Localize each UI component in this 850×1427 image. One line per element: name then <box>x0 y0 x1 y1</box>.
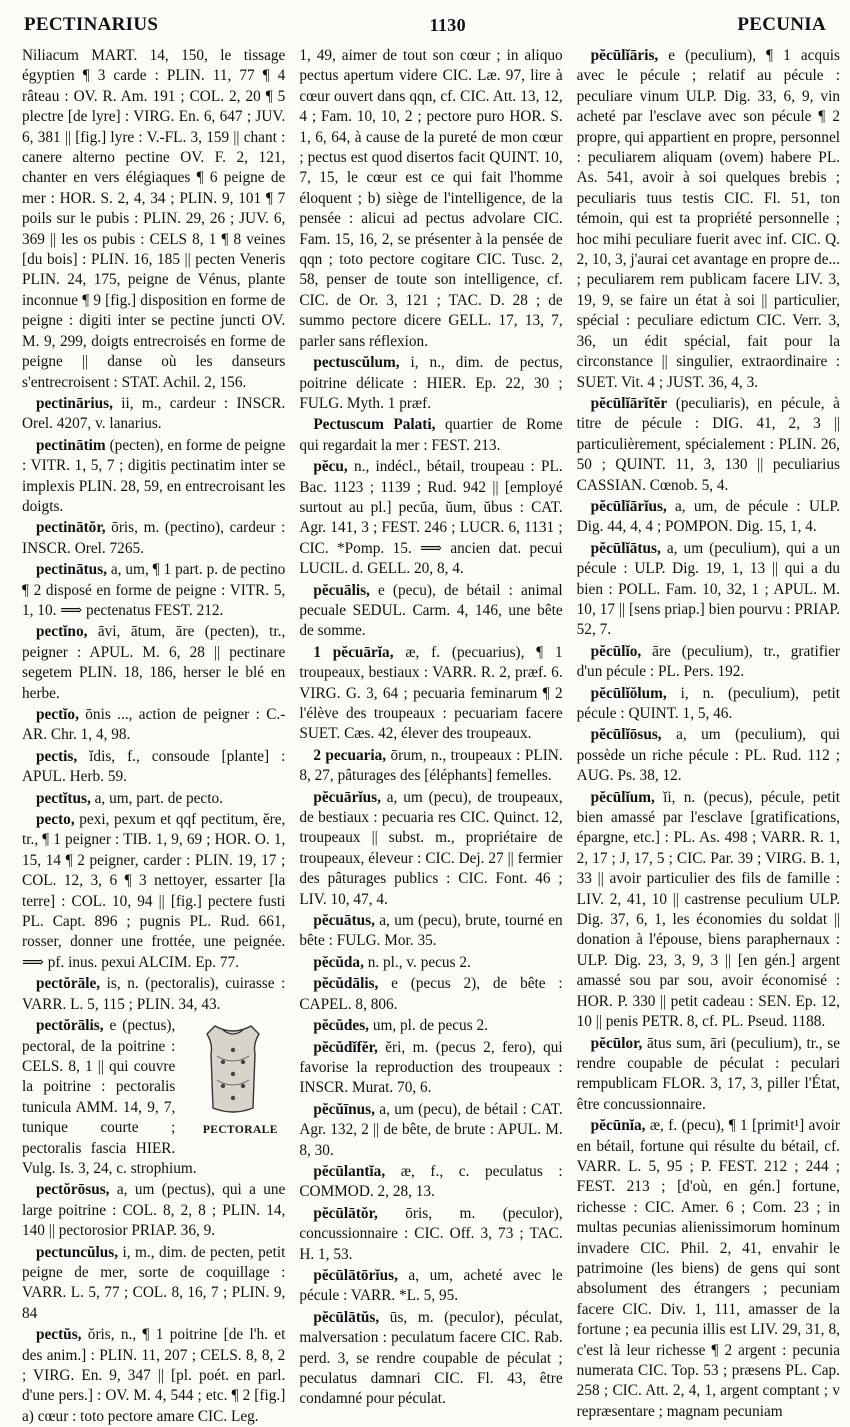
dictionary-entry <box>22 1325 285 1427</box>
dictionary-entry <box>299 46 562 352</box>
dictionary-entry <box>299 788 562 910</box>
headword: pectinātus, <box>36 561 107 579</box>
definition-text: a, um, ¶ 1 part. p. de pectino ¶ 2 disposé en forme de peigne : VITR. 5, 1, 10. ⟹ pectenatus FEST. 212. <box>22 561 286 619</box>
headword: pĕcuātus, <box>313 912 375 930</box>
dictionary-entry <box>299 1204 562 1265</box>
headword: pĕcūlĭātus, <box>590 539 661 557</box>
headword: pĕcūlātŭs, <box>313 1308 380 1326</box>
definition-text: a, um (pectus), qui a une large poitrine : COL. 8, 2, 8 ; PLIN. 14, 140 || pectorosior PRIAP. 36, 9. <box>22 1181 286 1240</box>
definition-text: a, um, de pécule : ULP. Dig. 44, 4, 4 ; POMPON. Dig. 15, 1, 4. <box>576 497 840 536</box>
dictionary-entry <box>577 497 840 538</box>
definition-text: a, um (pecu), brute, tourné en bête : FULG. Mor. 35. <box>299 912 563 950</box>
headword: pĕcūlor, <box>590 1034 643 1052</box>
definition-text: a, um (pecu), de troupeaux, de bestiaux : pecuaria res CIC. Quinct. 12, troupeaux || subst. m., propriétaire de troupeaux, éleveur : CIC. Dej. 27 || fermier des pâturages publics : CIC. Font. 46 ; LIV. 10, 47, 4. <box>299 788 563 908</box>
dictionary-entry <box>577 642 840 683</box>
definition-text: āvi, ātum, āre (pecten), tr., peigner : APUL. M. 6, 28 || pectinare segetem PLIN. 18, 186, herser le blé en herbe. <box>22 623 286 702</box>
dictionary-entry <box>22 789 285 809</box>
headword: pectĭno, <box>36 623 88 641</box>
headword: pĕcŭda, <box>313 953 364 971</box>
definition-text: ōnis ..., action de peigner : C.-AR. Chr. 1, 4, 98. <box>22 706 286 744</box>
headword: pectŏrālis, <box>36 1017 104 1035</box>
definition-text: Niliacum MART. 14, 150, le tissage égyptien ¶ 3 carde : PLIN. 11, 77 ¶ 4 râteau : OV. R. Am. 191 ; COL. 2, 20 ¶ 5 plectre [de lyre] : VIRG. En. 6, 647 ; JUV. 6, 381 || [fig.] lyre : V.-FL. 3, 159 || chant : canere alterno pectine OV. F. 2, 121, chanter en vers élégiaques ¶ 6 peigne de mer : HOR. S. 2, 4, 34 ; PLIN. 9, 101 ¶ 7 poils sur le pubis : PLIN. 29, 26 ; JUV. 6, 369 || les os pubis : CELS 8, 1 ¶ 8 veines [du bois] : PLIN. 16, 185 || pecten Veneris PLIN. 24, 175, peigne de Vénus, plante inconnue ¶ 9 [fig.] disposition en forme de peigne : digiti inter se pectine juncti OV. M. 9, 299, doigts entrecroisés en forme de peigne || danse où les danseurs s'entrecroisent : STAT. Achil. 2, 156. <box>22 47 286 391</box>
dictionary-entry <box>577 725 840 786</box>
definition-text: i, m., dim. de pecten, petit peigne de mer, sorte de coquillage : VARR. L. 5, 77 ; COL. 8, 16, 7 ; PLIN. 9, 84 <box>22 1243 286 1322</box>
headword: pĕcūlĭārĭtĕr <box>590 394 668 412</box>
dictionary-entry <box>22 46 285 393</box>
definition-text: e (pecu), de bétail : animal pecuale SEDUL. Carm. 4, 146, une bête de somme. <box>299 581 563 640</box>
definition-text: (pecten), en forme de peigne : VITR. 1, 5, 7 ; digitis pectinatim inter se implexis PLIN. 28, 59, en entrecroisant les doigts. <box>22 436 286 515</box>
dictionary-entry <box>299 353 562 414</box>
dictionary-entry <box>299 1016 562 1036</box>
definition-text: e (pectus), pectoral, de la poitrine : CELS. 8, 1 || qui couvre la poitrine : pectoralis tunicula AMM. 14, 9, 7, tunique courte ; pectoralis fascia HIER. Vulg. Is. 3, 24, c. strophium. <box>22 1017 197 1177</box>
headword: pĕcŭīnus, <box>313 1100 375 1118</box>
definition-text: a, um, part. de pecto. <box>90 789 223 807</box>
headword: pĕcu, <box>313 458 348 476</box>
headword: pectĭo, <box>36 706 79 723</box>
running-head-right: PECUNIA <box>737 14 826 35</box>
definition-text: n., indécl., bétail, troupeau : PL. Bac. 1123 ; 1139 ; Rud. 942 || [employé surtout au pl.] pecŭa, ŭum, ŭbus : CAT. Agr. 141, 3 ; FEST. 246 ; LUCR. 6, 1131 ; CIC. *Pomp. 15. ⟹ ancien dat. pecui LUCIL. d. GELL. 20, 8, 4. <box>299 458 563 578</box>
definition-text: pexi, pexum et qqf pectitum, ĕre, tr., ¶ 1 peigner : TIB. 1, 9, 69 ; HOR. O. 1, 15, 14 ¶ 2 peigner, carder : PLIN. 19, 17 ; COL. 12, 3, 6 ¶ 3 nettoyer, essarter [la terre] : COL. 10, 94 || [fig.] pectere fusti PL. Capt. 896 ; pugnis PL. Rud. 661, rosser, donner une frottée, une peignée. ⟹ pf. inus. pexui ALCIM. Ep. 77. <box>22 811 286 971</box>
page-number: 1130 <box>429 14 466 35</box>
dictionary-entry <box>22 622 285 704</box>
dictionary-entry <box>22 810 285 973</box>
dictionary-entry <box>22 705 285 746</box>
definition-text: ŏris, n., ¶ 1 poitrine [de l'h. et des anim.] : PLIN. 11, 207 ; CELS. 8, 8, 2 ; VIRG. En. 9, 347 || [pl. poét. en parl. d'une pers.] : OV. M. 4, 544 ; etc. ¶ 2 [fig.] a) cœur : toto pectore amare CIC. Leg. <box>22 1326 286 1425</box>
dictionary-entry <box>577 46 840 393</box>
dictionary-entry <box>22 436 285 518</box>
dictionary-entry <box>22 747 285 788</box>
dictionary-entry <box>299 953 562 973</box>
headword: pĕcūlĭŏlum, <box>590 684 667 702</box>
figure-caption: PECTORALE <box>202 1124 278 1137</box>
headword: pĕcūlātŏr, <box>313 1204 378 1222</box>
headword: pĕcŭdes, <box>313 1017 369 1035</box>
headword: Pectuscum Palati, <box>313 416 436 434</box>
dictionary-entry <box>577 1034 840 1116</box>
headword: pĕcūlātōrĭus, <box>313 1266 398 1284</box>
running-head-left: PECTINARIUS <box>24 14 159 35</box>
headword: pectuncŭlus, <box>36 1243 119 1261</box>
definition-text: a, um, acheté avec le pécule : VARR. *L. 5, 95. <box>299 1266 563 1305</box>
definition-text: ii, m., cardeur : INSCR. Orel. 4207, v. lanarius. <box>22 394 286 433</box>
definition-text: quartier de Rome qui regardait la mer : FEST. 213. <box>299 416 563 454</box>
definition-text: (peculiaris), en pécule, à titre de pécule : DIG. 41, 2, 3 || particulièrement, spécialement : PLIN. 26, 50 ; QUINT. 11, 3, 130 || peculiarius CASSIAN. Cœnob. 5, 4. <box>576 394 840 494</box>
dictionary-entry <box>299 1162 562 1203</box>
headword: pĕcŭdālis, <box>313 975 379 993</box>
dictionary-entry <box>22 560 285 621</box>
dictionary-entry <box>22 1016 285 1179</box>
headword: pĕcūlantĭa, <box>313 1162 386 1180</box>
dictionary-entry <box>299 911 562 952</box>
pectorale-illustration <box>181 1020 285 1140</box>
dictionary-entry <box>299 1308 562 1410</box>
definition-text: ōris, m. (pectino), cardeur : INSCR. Orel. 7265. <box>22 519 286 557</box>
columns <box>22 46 840 1425</box>
dictionary-entry <box>299 1100 562 1161</box>
headword: pĕcūlĭōsus, <box>590 726 662 744</box>
headword: pectĭtus, <box>36 789 91 807</box>
dictionary-entry <box>22 1243 285 1325</box>
dictionary-entry <box>299 415 562 456</box>
dictionary-entry <box>22 1180 285 1241</box>
dictionary-entry <box>577 394 840 496</box>
definition-text: um, pl. de pecus 2. <box>369 1017 488 1035</box>
definition-text: a, um (peculium), qui possède un riche pécule : PL. Rud. 112 ; AUG. Ps. 38, 12. <box>576 726 840 785</box>
definition-text: e (peculium), ¶ 1 acquis avec le pécule ; relatif au pécule : peculiare vinum ULP. Dig. 33, 6, 9, vin acheté par l'esclave avec son pécule ¶ 2 propre, qui appartient en propre, personnel : peculiarem aliquam (ovem) habere PL. As. 541, avoir à soi quelques brebis ; peculiaris tuus testis CIC. Fl. 51, ton témoin, qui est ta propriété personnelle ; hoc mihi peculiare fuerit avec inf. CIC. Q. 2, 10, 3, j'aurai cet avantage en propre de... ; peculiarem rem publicam facere LIV. 3, 19, 9, se faire un état à soi || particulier, spécial : peculiare edictum CIC. Verr. 3, 36, un édit spécial, fait pour la circonstance || singulier, extraordinaire : SUET. Vit. 4 ; JUST. 36, 4, 3. <box>576 47 840 391</box>
definition-text: ĭi, n. (pecus), pécule, petit bien amassé par l'esclave [gratifications, épargne, etc.] : PL. As. 498 ; VARR. R. 1, 2, 17 ; J, 17, 5 ; CIC. Par. 39 ; VIRG. B. 1, 33 || avoir particulier des fils de famille : LIV. 2, 41, 10 || castrense peculium ULP. Dig. 37, 6, 1, les économies du soldat || donation à l'épouse, biens paraphernaux : ULP. Dig. 23, 3, 9, 3 || [en gén.] argent amassé sou par sou, avoir économisé : HOR. P. 330 || petit cadeau : SEN. Ep. 12, 10 || penis PETR. 8, cf. PL. Pseud. 1188. <box>576 788 840 1031</box>
dictionary-entry <box>22 518 285 559</box>
column-3 <box>576 46 840 1420</box>
definition-text: a, um (peculium), qui a un pécule : ULP. Dig. 19, 1, 13 || qui a du bien : POLL. Fam. 10, 32, 1 ; APUL. M. 10, 17 || [sens priap.] bien pourvu : PRIAP. 52, 7. <box>576 539 840 639</box>
headword: pectinātim <box>36 436 106 454</box>
headword: pecto, <box>36 811 75 829</box>
dictionary-entry <box>299 643 562 745</box>
dictionary-entry <box>577 1116 840 1422</box>
definition-text: a, um (pecu), de bétail : CAT. Agr. 132, 2 || de bête, de brute : APUL. M. 8, 30. <box>299 1100 563 1159</box>
column-1 <box>22 46 286 1425</box>
dictionary-entry <box>22 394 285 435</box>
definition-text: āre (peculium), tr., gratifier d'un pécule : PL. Pers. 192. <box>576 642 840 681</box>
headword: pĕcūnĭa, <box>590 1117 646 1135</box>
headword: pĕcūlĭāris, <box>590 47 659 64</box>
headword: pĕcūlĭārĭus, <box>590 497 667 515</box>
headword: pĕcūlĭum, <box>590 788 655 806</box>
headword: pĕcuālis, <box>313 581 370 599</box>
definition-text: n. pl., v. pecus 2. <box>363 953 471 971</box>
definition-text: ōris, m. (peculor), concussionnaire : CIC. Off. 3, 73 ; TAC. H. 1, 53. <box>299 1204 563 1263</box>
dictionary-entry <box>577 684 840 725</box>
definition-text: e (pecus 2), de bête : CAPEL. 8, 806. <box>299 975 563 1013</box>
definition-text: is, n. (pectoralis), cuirasse : VARR. L. 5, 115 ; PLIN. 34, 43. <box>22 975 286 1013</box>
headword: pectinātŏr, <box>36 519 106 537</box>
headword: pectinārius, <box>36 394 113 412</box>
headword: 1 pĕcuārĭa, <box>313 643 394 661</box>
definition-text: ātus sum, āri (peculium), tr., se rendre coupable de péculat : peculari rempublicam FLOR. 3, 17, 3, piller l'État, être concussionnaire. <box>576 1034 840 1113</box>
headword: pectis, <box>36 747 78 765</box>
definition-text: æ, f. (pecuarius), ¶ 1 troupeaux, bestiaux : VARR. R. 2, præf. 6. VIRG. G. 3, 64 ; pecuaria feminarum ¶ 2 l'élève des troupeaux : pecuariam facere SUET. Cæs. 42, élever des troupeaux. <box>299 643 563 743</box>
dictionary-entry <box>22 974 285 1015</box>
page-header <box>24 10 826 40</box>
dictionary-entry <box>299 1266 562 1307</box>
dictionary-entry <box>299 1038 562 1099</box>
dictionary-entry <box>577 539 840 641</box>
headword: pĕcŭdĭfĕr, <box>313 1038 378 1056</box>
headword: pĕcūlĭo, <box>590 642 642 660</box>
dictionary-entry <box>299 746 562 787</box>
dictionary-entry <box>577 788 840 1033</box>
dictionary-entry <box>299 974 562 1015</box>
definition-text: ĭdis, f., consoude [plante] : APUL. Herb. 59. <box>22 747 286 786</box>
headword: pectŏrāle, <box>36 975 101 993</box>
definition-text: ūs, m. (peculor), péculat, malversation : peculatum facere CIC. Rab. perd. 3, se rendre coupable de péculat ; peculatus damnari CIC. Fl. 43, être condamné pour péculat. <box>299 1308 563 1408</box>
headword: pectŏrōsus, <box>36 1181 110 1199</box>
headword: 2 pecuaria, <box>313 746 387 764</box>
breastplate-icon <box>193 1020 273 1120</box>
dictionary-entry <box>299 581 562 642</box>
definition-text: ōrum, n., troupeaux : PLIN. 8, 27, pâturages des [éléphants] femelles. <box>299 746 563 785</box>
definition-text: ĕri, m. (pecus 2, fero), qui favorise la reproduction des troupeaux : INSCR. Murat. 70, 6. <box>299 1038 563 1097</box>
definition-text: i, n. (peculium), petit pécule : QUINT. 1, 5, 46. <box>576 684 840 722</box>
dictionary-entry <box>299 457 562 579</box>
definition-text: æ, f. (pecu), ¶ 1 [primit¹] avoir en bétail, fortune qui résulte du bétail, cf. VARR. L. 5, 95 ; P. FEST. 212 ; 244 ; FEST. 213 ; [d'où, en gén.] fortune, richesse : CIC. Amer. 6 ; Com. 23 ; in multas pecunias alienissimorum hominum invadere CIC. Phil. 2, 41, envahir le patrimoine (les biens) de gens qui sont absolument des étrangers ; pecuniam facere CIC. Div. 1, 111, amasser de la fortune ; ea pecunia illis est LIV. 29, 31, 8, c'est là leur richesse ¶ 2 argent : pecunia numerata CIC. Top. 53 ; præsens PL. Cap. 258 ; CIC. Att. 2, 4, 1, argent comptant ; v repræsentare ; magnam pecuniam <box>576 1117 840 1420</box>
definition-text: 1, 49, aimer de tout son cœur ; in aliquo pectus apertum videre CIC. Læ. 97, lire à cœur ouvert dans qqn, cf. CIC. Att. 13, 12, 4 ; Fam. 10, 10, 2 ; pectore puro HOR. S. 1, 6, 64, à cause de la pureté de mon cœur ; pectus est quod disertos facit QUINT. 10, 7, 15, le cœur est ce qui fait l'homme éloquent ; b) siège de l'intelligence, de la pensée : alicui ad pectus advolare CIC. Fam. 15, 16, 2, se présenter à la pensée de qqn ; toto pectore cogitare CIC. Tusc. 2, 58, penser de toute son intelligence, cf. CIC. de Or. 3, 121 ; TAC. D. 28 ; de summo pectore dicere GELL. 17, 13, 7, parler sans réflexion. <box>299 47 563 350</box>
headword: pĕcuārĭus, <box>313 788 381 806</box>
headword: pectuscŭlum, <box>313 354 400 372</box>
column-2 <box>299 46 563 1408</box>
definition-text: i, n., dim. de pectus, poitrine délicate : HIER. Ep. 22, 30 ; FULG. Myth. 1 præf. <box>299 354 563 412</box>
headword: pectŭs, <box>36 1326 82 1344</box>
definition-text: æ, f., c. peculatus : COMMOD. 2, 28, 13. <box>299 1162 563 1201</box>
